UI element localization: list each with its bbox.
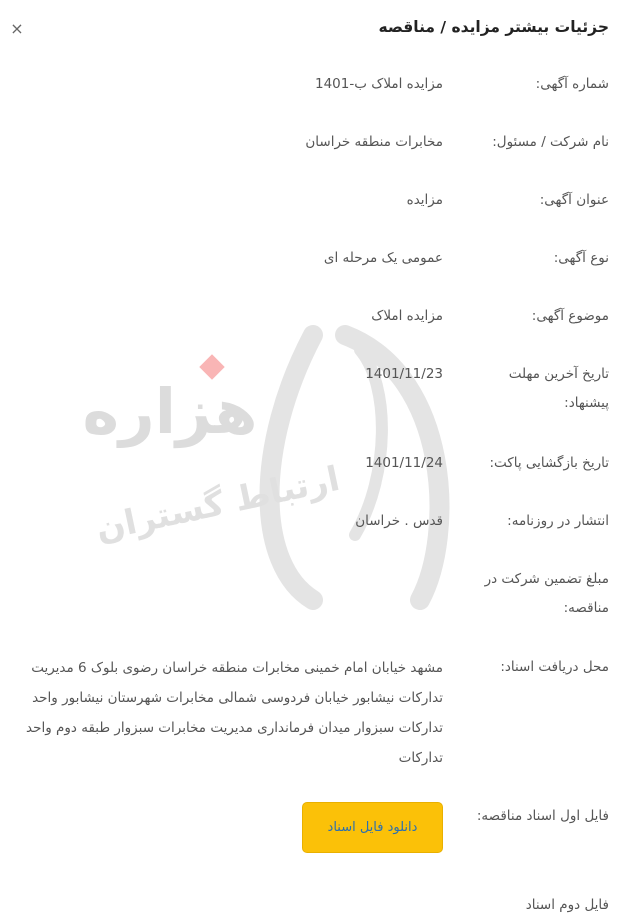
field-value: مخابرات منطقه خراسان — [305, 134, 443, 150]
field-label: نوع آگهی: — [553, 250, 609, 266]
close-icon[interactable]: × — [10, 19, 24, 38]
field-label: عنوان آگهی: — [539, 192, 609, 208]
watermark-main-text: هزاره — [82, 375, 258, 448]
field-value: مشهد خیابان امام خمینی مخابرات منطقه خراسان رضوی بلوک 6 مدیریت تدارکات نیشابور خیابان فردوسی شمالی مخابرات شهرستان نیشابور واحد تدارکات سبزوار میدان فرمانداری مدیریت مخابرات سبزوار طبقه دوم واحد تدارکات — [26, 660, 443, 766]
field-label: مبلغ تضمین شرکت در مناقصه: — [484, 571, 609, 616]
field-value: 1401/11/23 — [365, 366, 443, 382]
field-label: نام شرکت / مسئول: — [492, 134, 609, 150]
field-value: عمومی یک مرحله ای — [323, 250, 443, 266]
field-value: مزایده املاک ب-1401 — [315, 76, 443, 92]
file-label: فایل اول اسناد مناقصه: — [476, 808, 609, 824]
watermark-sub-text: ارتباط گستران — [92, 458, 344, 550]
field-label: انتشار در روزنامه: — [507, 513, 609, 529]
field-label: تاریخ بازگشایی پاکت: — [489, 455, 609, 471]
modal-title: جزئیات بیشتر مزایده / مناقصه — [378, 18, 609, 36]
file-label: فایل دوم اسناد — [525, 897, 609, 913]
field-label: تاریخ آخرین مهلت پیشنهاد: — [508, 366, 609, 411]
field-label: شماره آگهی: — [535, 76, 609, 92]
field-label: محل دریافت اسناد: — [500, 659, 609, 675]
download-documents-button[interactable]: دانلود فایل اسناد — [302, 802, 443, 853]
field-value: مزایده — [406, 192, 443, 208]
field-label: موضوع آگهی: — [531, 308, 609, 324]
field-value: مزایده املاک — [371, 308, 443, 324]
field-value: قدس . خراسان — [355, 513, 443, 529]
field-value: 1401/11/24 — [365, 455, 443, 471]
